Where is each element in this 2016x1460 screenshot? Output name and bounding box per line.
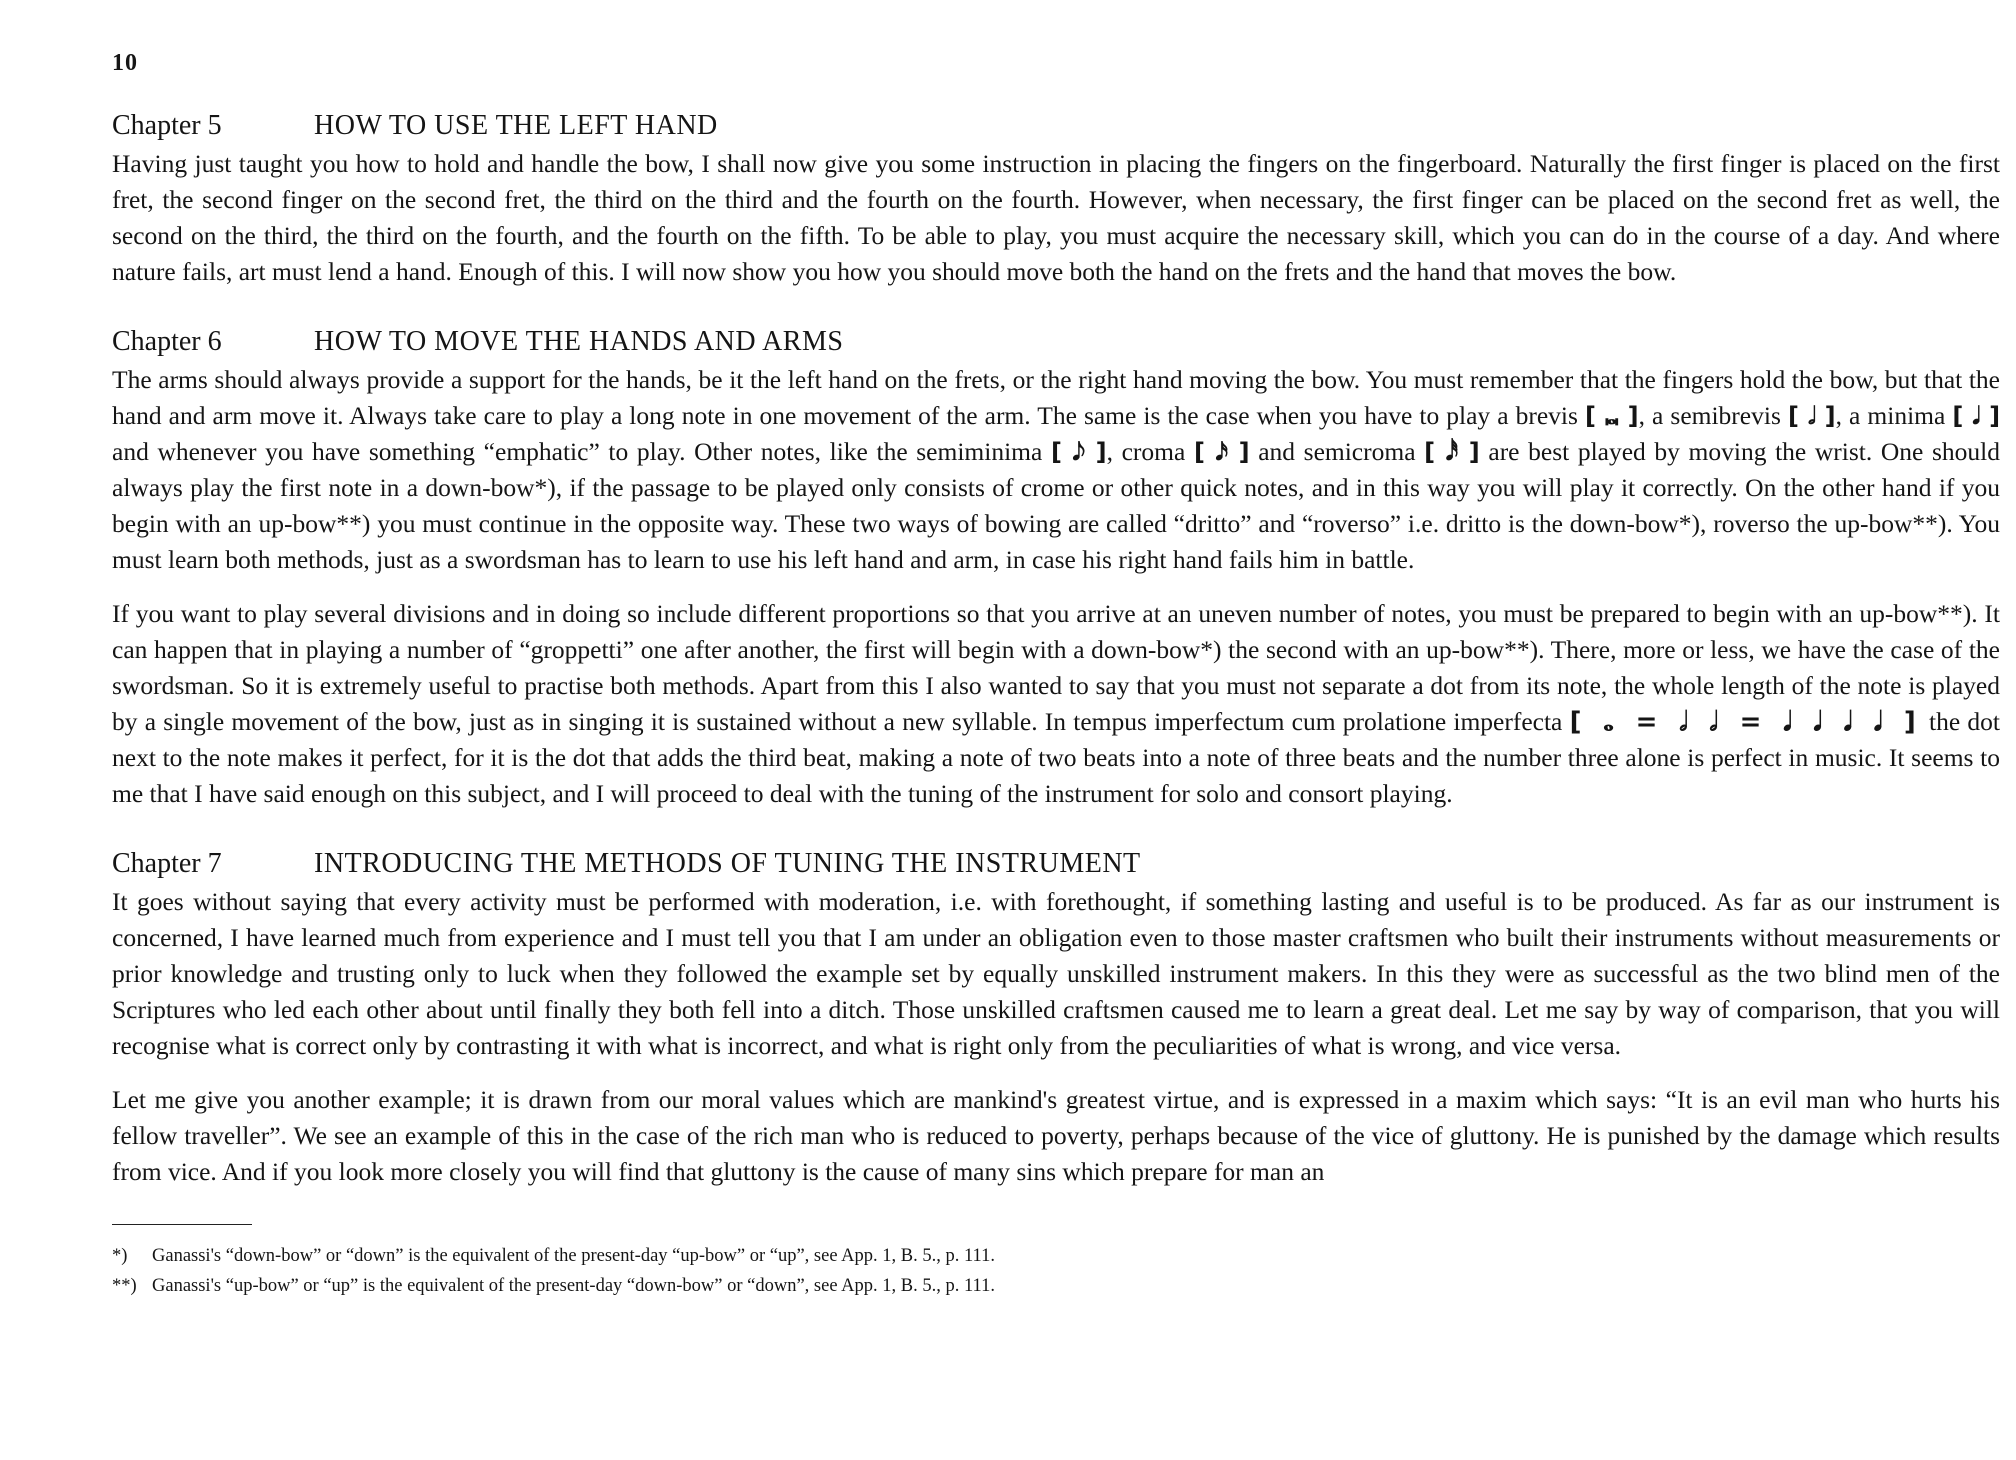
footnote-text: Ganassi's “up-bow” or “up” is the equivalent of the present-day “down-bow” or “down”, see App. 1, B. 5., p. 111. bbox=[152, 1276, 995, 1296]
chapter-5-title: HOW TO USE THE LEFT HAND bbox=[314, 110, 718, 141]
chapter-7-section bbox=[112, 846, 2000, 1190]
chapter-5-section bbox=[112, 108, 2000, 290]
text-run: and whenever you have something “emphatic” to play. Other notes, like the semiminima bbox=[112, 437, 1043, 466]
chapter-5-paragraph-1: Having just taught you how to hold and handle the bow, I shall now give you some instruction in placing the fingers on the fingerboard. Naturally the first finger is placed on the first fret, the second finger on the second fret, the third on the third and the fourth on the fourth. However, when necessary, the first finger can be placed on the second fret as well, the second on the third, the third on the fourth, and the fourth on the fifth. To be able to play, you must acquire the necessary skill, which you can do in the course of a day. And where nature fails, art must lend a hand. Enough of this. I will now show you how you should move both the hand on the frets and the hand that moves the bow. bbox=[112, 149, 2000, 286]
text-run: If you want to play several divisions and in doing so include different proportions so that you arrive at an uneven number of notes, you must be prepared to begin with an up-bow**). It can happen that in playing a number of “groppetti” one after another, the first will begin with a down-bow*) the second with an up-bow**). There, more or less, we have the case of the swordsman. So it is extremely useful to practise both methods. Apart from this I also wanted to say that you must not separate a dot from its note, the whole length of the note is played by a single movement of the bow, just as in singing it is sustained without a new syllable. In tempus imperfectum cum prolatione imperfecta bbox=[112, 599, 2000, 736]
note-values-equation-icon: [ 𝅝 = 𝅗𝅥 𝅗𝅥 = 𝅘𝅥 𝅘𝅥 𝅘𝅥 𝅘𝅥 ] bbox=[1569, 707, 1922, 737]
chapter-5-label: Chapter 5 bbox=[112, 110, 222, 141]
chapter-6-title: HOW TO MOVE THE HANDS AND ARMS bbox=[314, 326, 844, 357]
page-content bbox=[112, 108, 2000, 1301]
chapter-7-heading bbox=[112, 846, 2000, 882]
text-run: The arms should always provide a support for the hands, be it the left hand on the frets, or the right hand moving the bow. You must remember that the fingers hold the bow, but that the hand and arm move it. Always take care to play a long note in one movement of the arm. The same is the case when you have to play a brevis bbox=[112, 365, 2000, 430]
footnotes bbox=[112, 1241, 2000, 1301]
chapter-7-paragraph-2: Let me give you another example; it is drawn from our moral values which are mankind's greatest virtue, and is expressed in a maxim which says: “It is an evil man who hurts his fellow traveller”. We see an example of this in the case of the rich man who is reduced to poverty, perhaps because of the vice of gluttony. He is punished by the damage which results from vice. And if you look more closely you will find that gluttony is the cause of many sins which prepare for man an bbox=[112, 1085, 2000, 1186]
footnote-mark: *) bbox=[112, 1246, 128, 1266]
text-run: , croma bbox=[1106, 437, 1186, 466]
chapter-6-section bbox=[112, 324, 2000, 812]
text-run: and semicroma bbox=[1258, 437, 1416, 466]
text-run: are best played by moving the wrist. One should always play the first note in a down-bow*), if the passage to be played only consists of crome or other quick notes, and in this way you will play it correctly. On the other hand if you begin with an up-bow**) you must continue in the opposite way. These two ways of bowing are called “dritto” and “roverso” i.e. dritto is the down-bow*), roverso the up-bow**). You must learn both methods, just as a swordsman has to learn to use his left hand and arm, in case his right hand fails him in battle. bbox=[112, 437, 2000, 574]
text-run: , a minima bbox=[1835, 401, 1946, 430]
chapter-6-label: Chapter 6 bbox=[112, 326, 222, 357]
text-run: , a semibrevis bbox=[1638, 401, 1781, 430]
chapter-5-heading bbox=[112, 108, 2000, 144]
footnote-1 bbox=[112, 1241, 2000, 1271]
footnote-text: Ganassi's “down-bow” or “down” is the equivalent of the present-day “up-bow” or “up”, see App. 1, B. 5., p. 111. bbox=[152, 1246, 995, 1266]
page-number: 10 bbox=[112, 50, 138, 76]
chapter-6-heading bbox=[112, 324, 2000, 360]
semiminima-note-icon: [ 𝅘𝅥𝅮 ] bbox=[1050, 438, 1107, 466]
footnote-2 bbox=[112, 1271, 2000, 1301]
text-run: the dot next to the note makes it perfect, for it is the dot that adds the third beat, making a note of two beats into a note of three beats and the number three alone is perfect in music. It seems to me that I have said enough on this subject, and I will proceed to deal with the tuning of the instrument for solo and consort playing. bbox=[112, 707, 2000, 808]
chapter-6-paragraph-2 bbox=[112, 596, 2000, 812]
chapter-6-paragraph-1 bbox=[112, 362, 2000, 578]
brevis-note-icon: [ 𝅜 ] bbox=[1585, 402, 1639, 430]
minima-note-icon: [ 𝅘𝅥 ] bbox=[1952, 402, 2001, 430]
croma-note-icon: [ 𝅘𝅥𝅯 ] bbox=[1193, 438, 1250, 466]
semicroma-note-icon: [ 𝅘𝅥𝅰 ] bbox=[1424, 438, 1480, 466]
footnote-divider bbox=[112, 1224, 252, 1225]
chapter-7-label: Chapter 7 bbox=[112, 848, 222, 879]
semibrevis-note-icon: [ 𝅗𝅥 ] bbox=[1787, 402, 1836, 430]
chapter-7-title: INTRODUCING THE METHODS OF TUNING THE INSTRUMENT bbox=[314, 848, 1141, 879]
chapter-7-paragraph-1: It goes without saying that every activity must be performed with moderation, i.e. with forethought, if something lasting and useful is to be produced. As far as our instrument is concerned, I have learned much from experience and I must tell you that I am under an obligation even to those master craftsmen who built their instruments without measurements or prior knowledge and trusting only to luck when they followed the example set by equally unskilled instrument makers. In this they were as successful as the two blind men of the Scriptures who led each other about until finally they both fell into a ditch. Those unskilled craftsmen caused me to learn a great deal. Let me say by way of comparison, that you will recognise what is correct only by contrasting it with what is incorrect, and what is right only from the peculiarities of what is wrong, and vice versa. bbox=[112, 887, 2000, 1060]
footnote-mark: **) bbox=[112, 1276, 137, 1296]
